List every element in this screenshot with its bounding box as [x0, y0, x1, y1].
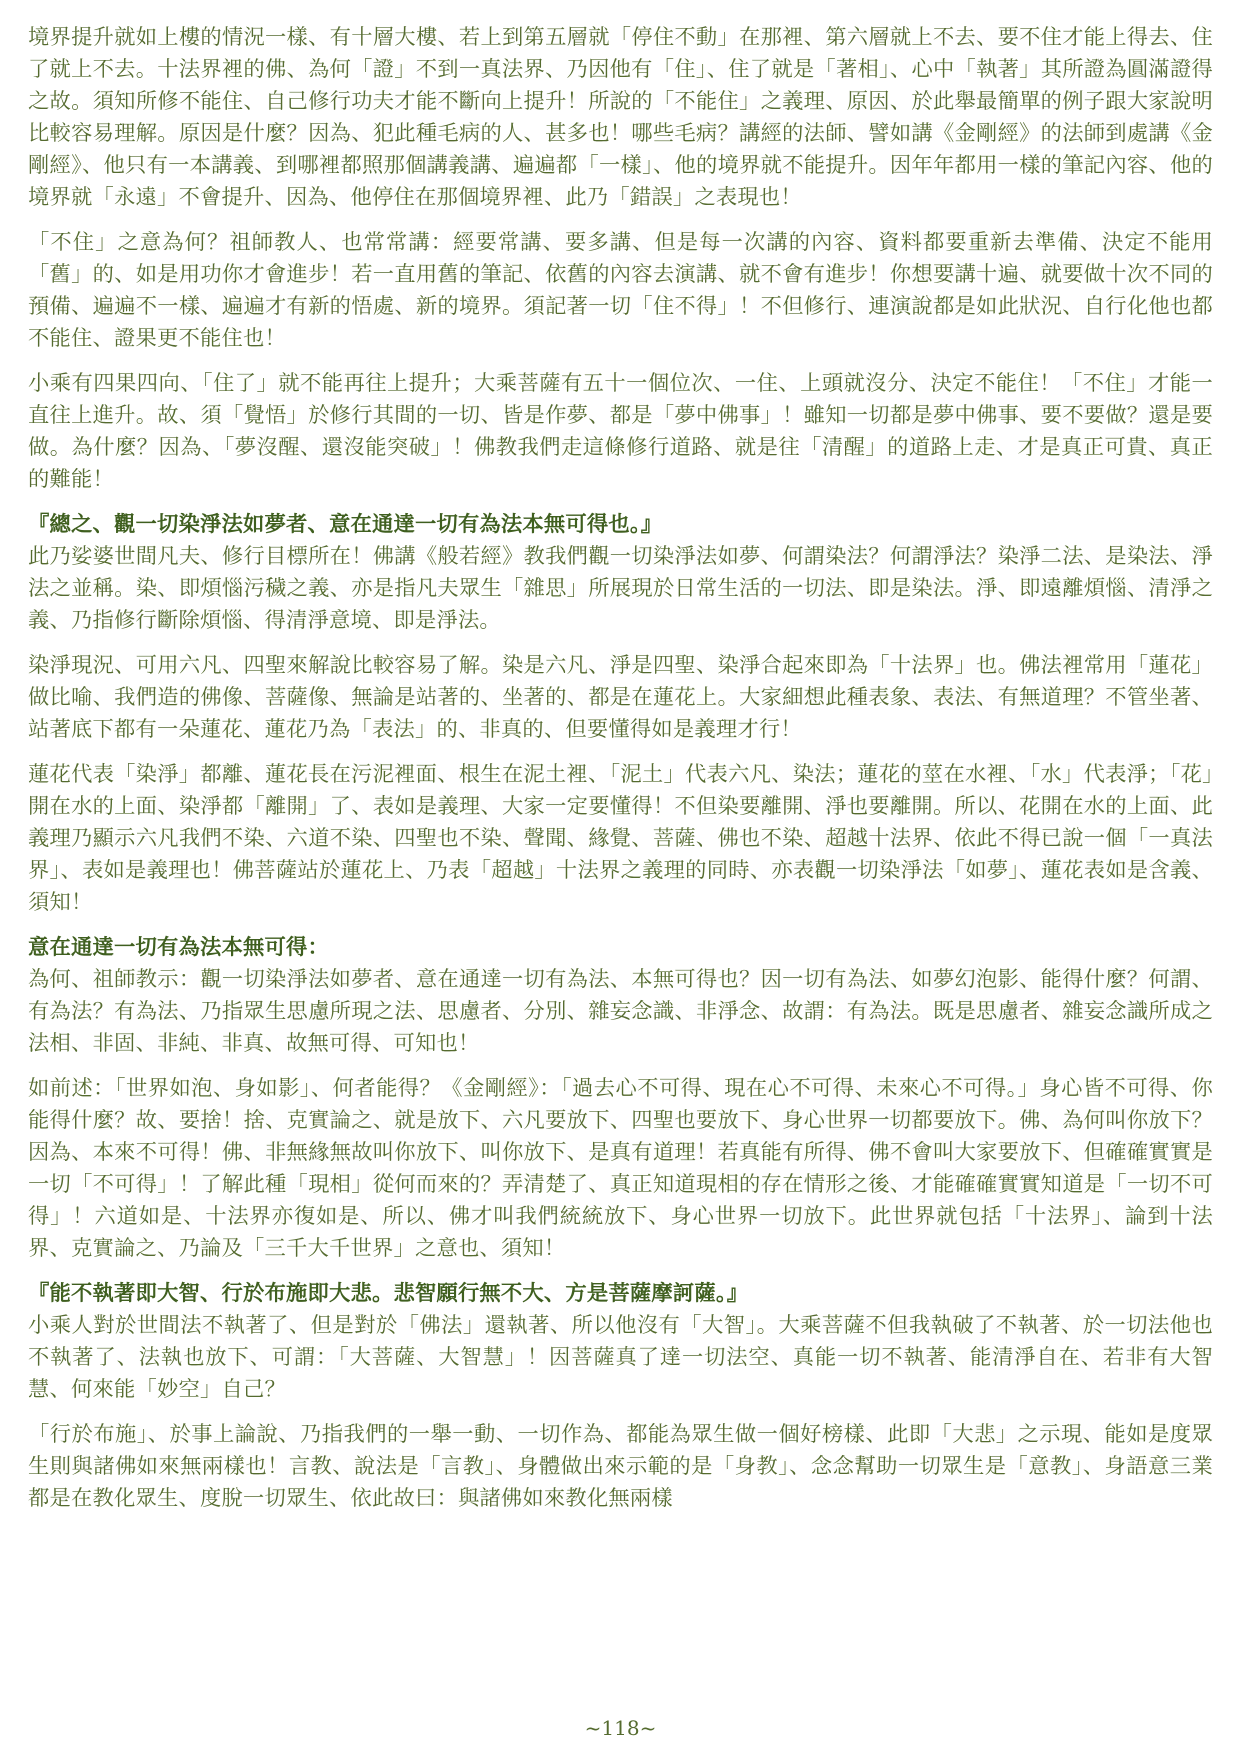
- paragraph-4: 此乃娑婆世間凡夫、修行目標所在！佛講《般若經》教我們觀一切染淨法如夢、何謂染法？何謂淨法？染淨二法、是染法、淨法之並稱。染、即煩惱污穢之義、亦是指凡夫眾生「雜思」所展現於日常生活的一切法、即是染法。淨、即遠離煩惱、清淨之義、乃指修行斷除煩惱、得清淨意境、即是淨法。: [28, 544, 1213, 633]
- section-heading-2: 意在通達一切有為法本無可得：: [28, 935, 329, 960]
- paragraph-10: 「行於布施」、於事上論說、乃指我們的一舉一動、一切作為、都能為眾生做一個好榜樣、此即「大悲」之示現、能如是度眾生則與諸佛如來無兩樣也！言教、說法是「言教」、身體做出來示範的是「身教」、念念幫助一切眾生是「意教」、身語意三業都是在教化眾生、度脫一切眾生、依此故曰：與諸佛如來教化無兩樣: [28, 1422, 1213, 1511]
- paragraph-9: 小乘人對於世間法不執著了、但是對於「佛法」還執著、所以他沒有「大智」。大乘菩薩不但我執破了不執著、於一切法他也不執著了、法執也放下、可謂：「大菩薩、大智慧」！因菩薩真了達一切法空、真能一切不執著、能清淨自在、若非有大智慧、何來能「妙空」自己？: [28, 1313, 1213, 1402]
- paragraph-8: 如前述：「世界如泡、身如影」、何者能得？《金剛經》：「過去心不可得、現在心不可得、未來心不可得。」身心皆不可得、你能得什麼？故、要捨！捨、克實論之、就是放下、六凡要放下、四聖也要放下、身心世界一切都要放下。佛、為何叫你放下？因為、本來不可得！佛、非無緣無故叫你放下、叫你放下、是真有道理！若真能有所得、佛不會叫大家要放下、但確確實實是一切「不可得」！了解此種「現相」從何而來的？弄清楚了、真正知道現相的存在情形之後、才能確確實實知道是「一切不可得」！六道如是、十法界亦復如是、所以、佛才叫我們統統放下、身心世界一切放下。此世界就包括「十法界」、論到十法界、克實論之、乃論及「三千大千世界」之意也、須知！: [28, 1076, 1213, 1261]
- document-body: [28, 22, 1213, 1517]
- paragraph-3: 小乘有四果四向、「住了」就不能再往上提升；大乘菩薩有五十一個位次、一住、上頭就沒分、決定不能住！「不住」才能一直往上進升。故、須「覺悟」於修行其間的一切、皆是作夢、都是「夢中佛事」！雖知一切都是夢中佛事、要不要做？還是要做。為什麼？因為、「夢沒醒、還沒能突破」！佛教我們走這條修行道路、就是往「清醒」的道路上走、才是真正可貴、真正的難能！: [28, 371, 1213, 492]
- paragraph-7: 為何、祖師教示：觀一切染淨法如夢者、意在通達一切有為法、本無可得也？因一切有為法、如夢幻泡影、能得什麼？何謂、有為法？有為法、乃指眾生思慮所現之法、思慮者、分別、雜妄念識、非淨念、故謂：有為法。既是思慮者、雜妄念識所成之法相、非固、非純、非真、故無可得、可知也！: [28, 967, 1213, 1056]
- paragraph-1: 境界提升就如上樓的情況一樣、有十層大樓、若上到第五層就「停住不動」在那裡、第六層就上不去、要不住才能上得去、住了就上不去。十法界裡的佛、為何「證」不到一真法界、乃因他有「住」、住了就是「著相」、心中「執著」其所證為圓滿證得之故。須知所修不能住、自己修行功夫才能不斷向上提升！所說的「不能住」之義理、原因、於此舉最簡單的例子跟大家說明比較容易理解。原因是什麼？因為、犯此種毛病的人、甚多也！哪些毛病？講經的法師、譬如講《金剛經》的法師到處講《金剛經》、他只有一本講義、到哪裡都照那個講義講、遍遍都「一樣」、他的境界就不能提升。因年年都用一樣的筆記內容、他的境界就「永遠」不會提升、因為、他停住在那個境界裡、此乃「錯誤」之表現也！: [28, 25, 1213, 210]
- paragraph-6: 蓮花代表「染淨」都離、蓮花長在污泥裡面、根生在泥土裡、「泥土」代表六凡、染法；蓮花的莖在水裡、「水」代表淨；「花」開在水的上面、染淨都「離開」了、表如是義理、大家一定要懂得！不但染要離開、淨也要離開。所以、花開在水的上面、此義理乃顯示六凡我們不染、六道不染、四聖也不染、聲聞、緣覺、菩薩、佛也不染、超越十法界、依此不得已說一個「一真法界」、表如是義理也！佛菩薩站於蓮花上、乃表「超越」十法界之義理的同時、亦表觀一切染淨法「如夢」、蓮花表如是含義、須知！: [28, 762, 1213, 915]
- paragraph-5: 染淨現況、可用六凡、四聖來解說比較容易了解。染是六凡、淨是四聖、染淨合起來即為「十法界」也。佛法裡常用「蓮花」做比喻、我們造的佛像、菩薩像、無論是站著的、坐著的、都是在蓮花上。大家細想此種表象、表法、有無道理？不管坐著、站著底下都有一朵蓮花、蓮花乃為「表法」的、非真的、但要懂得如是義理才行！: [28, 653, 1213, 742]
- section-heading-1: 『總之、觀一切染淨法如夢者、意在通達一切有為法本無可得也。』: [28, 512, 663, 537]
- page-number: ~118~: [584, 1716, 657, 1740]
- section-heading-3: 『能不執著即大智、行於布施即大悲。悲智願行無不大、方是菩薩摩訶薩。』: [28, 1281, 749, 1306]
- paragraph-2: 「不住」之意為何？祖師教人、也常常講：經要常講、要多講、但是每一次講的內容、資料都要重新去準備、決定不能用「舊」的、如是用功你才會進步！若一直用舊的筆記、依舊的內容去演講、就不會有進步！你想要講十遍、就要做十次不同的預備、遍遍不一樣、遍遍才有新的悟處、新的境界。須記著一切「住不得」！不但修行、連演說都是如此狀況、自行化他也都不能住、證果更不能住也！: [28, 230, 1213, 351]
